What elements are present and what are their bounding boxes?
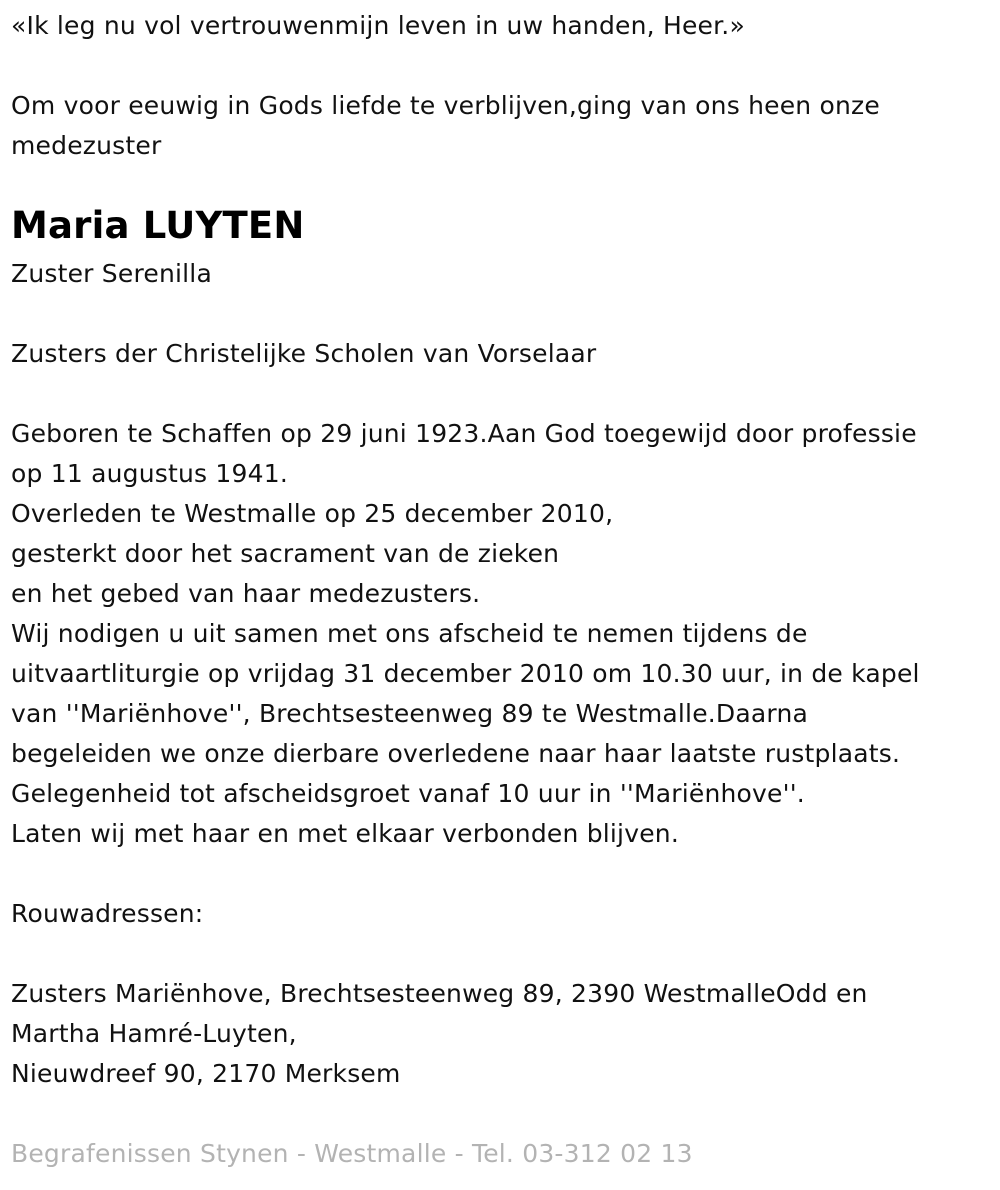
body-line: van ''Mariënhove'', Brechtsesteenweg 89 te Westmalle.Daarna [11,699,809,728]
body-line: Laten wij met haar en met elkaar verbonden blijven. [11,819,679,848]
body-line: Geboren te Schaffen op 29 juni 1923.Aan God toegewijd door professie [11,419,917,448]
intro-line: medezuster [11,131,162,160]
body-line: begeleiden we onze dierbare overledene naar haar laatste rustplaats. [11,739,901,768]
body-line: Wij nodigen u uit samen met ons afscheid te nemen tijdens de [11,619,808,648]
quote-text: «Ik leg nu vol vertrouwenmijn leven in uw handen, Heer.» [11,11,745,40]
address-line: Zusters Mariënhove, Brechtsesteenweg 89, 2390 WestmalleOdd en [11,979,868,1008]
body-line: uitvaartliturgie op vrijdag 31 december 2010 om 10.30 uur, in de kapel [11,659,920,688]
deceased-name: Maria LUYTEN [11,204,305,247]
body-line: en het gebed van haar medezusters. [11,579,481,608]
congregation-name: Zusters der Christelijke Scholen van Vorselaar [11,339,597,368]
address-line: Nieuwdreef 90, 2170 Merksem [11,1059,401,1088]
address-line: Martha Hamré-Luyten, [11,1019,297,1048]
body-line: op 11 augustus 1941. [11,459,288,488]
body-line: Gelegenheid tot afscheidsgroet vanaf 10 uur in ''Mariënhove''. [11,779,805,808]
religious-name: Zuster Serenilla [11,259,212,288]
body-line: gesterkt door het sacrament van de zieken [11,539,560,568]
body-line: Overleden te Westmalle op 25 december 2010, [11,499,614,528]
funeral-home-footer: Begrafenissen Stynen - Westmalle - Tel. 03-312 02 13 [11,1139,693,1168]
addresses-heading: Rouwadressen: [11,899,204,928]
intro-line: Om voor eeuwig in Gods liefde te verblijven,ging van ons heen onze [11,91,880,120]
